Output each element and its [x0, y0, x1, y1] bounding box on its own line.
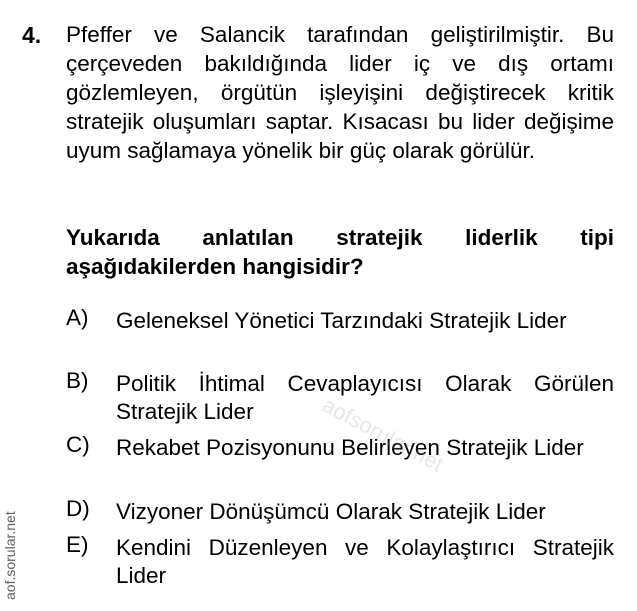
- option-c-text: Rekabet Pozisyonunu Belirleyen Stratejik Lider: [116, 435, 584, 460]
- option-a[interactable]: [66, 307, 614, 335]
- option-c-letter: C): [66, 432, 90, 457]
- option-e-letter: E): [66, 532, 89, 557]
- option-d-text: Vizyoner Dönüşümcü Olarak Stratejik Lider: [116, 499, 546, 524]
- option-a-letter: A): [66, 305, 89, 330]
- option-b-text: Politik İhtimal Cevaplayıcısı Olarak Görülen Stratejik Lider: [116, 371, 614, 424]
- option-c[interactable]: [66, 434, 614, 462]
- watermark-side: aof.sorular.net: [2, 511, 18, 600]
- option-d[interactable]: [66, 498, 614, 526]
- option-d-letter: D): [66, 496, 90, 521]
- option-e[interactable]: [66, 534, 614, 590]
- option-b-letter: B): [66, 368, 89, 393]
- option-e-text: Kendini Düzenleyen ve Kolaylaştırıcı Stratejik Lider: [116, 535, 614, 588]
- question-number: 4.: [22, 22, 42, 48]
- option-a-text: Geleneksel Yönetici Tarzındaki Stratejik Lider: [116, 308, 567, 333]
- question-prompt: Yukarıda anlatılan stratejik liderlik tipi aşağıdakilerden hangisidir?: [66, 225, 614, 279]
- watermark-center: aofsorular.net: [318, 392, 448, 477]
- question-stem: Pfeffer ve Salancik tarafından geliştirilmiştir. Bu çerçeveden bakıldığında lider iç ve dış ortamı gözlemleyen, örgütün işleyişini değiştirecek kritik stratejik oluşumları saptar. Kısacası bu lider değişime uyum sağlamaya yönelik bir güç olarak görülür.: [66, 22, 614, 163]
